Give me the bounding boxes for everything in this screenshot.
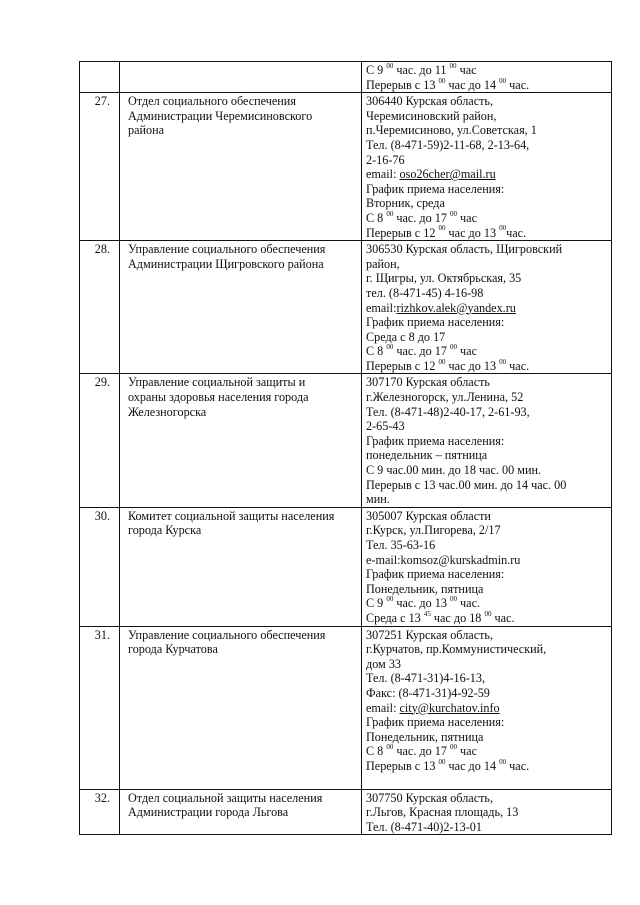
superscript-minutes: 00 [386,61,394,70]
superscript-minutes: 00 [499,76,507,85]
info-text: Перерыв с 13 час.00 мин. до 14 час. 00 [366,477,567,492]
institution-name [120,374,362,507]
contact-info [362,93,612,241]
info-text: дом 33 [366,656,402,671]
info-line [366,463,608,478]
info-text: Перерыв с 12 [366,358,439,373]
name-line: города Курска [128,523,202,538]
superscript-minutes: 00 [450,595,457,604]
info-text: час до 18 [430,610,485,625]
name-line: Железногорска [128,404,207,419]
superscript-minutes: 00 [499,757,507,766]
info-text: Факс: (8-471-31)4-92-59 [366,685,490,700]
info-text: г.Курск, ул.Пигорева, 2/17 [366,523,501,538]
institution-name [120,626,362,789]
info-line [366,553,608,568]
info-line [366,226,608,241]
info-text: район, [366,256,400,271]
info-text: Перерыв с 13 [366,77,439,92]
superscript-minutes: 45 [423,609,431,618]
name-line: Администрации Черемисиновского [128,108,313,123]
info-line [366,701,608,716]
info-line [366,596,608,611]
email-link: rizhkov.alek@yandex.ru [396,300,516,315]
info-text: С 8 [366,344,387,359]
info-line [366,509,608,524]
info-text: п.Черемисиново, ул.Советская, 1 [366,123,537,138]
contact-info [362,374,612,507]
table-row [80,626,612,789]
name-line: Комитет социальной защиты населения [128,508,335,523]
info-line [366,805,608,820]
institutions-table [79,61,612,835]
email-link: city@kurchatov.info [399,700,500,715]
info-line [366,478,608,493]
info-text: час [456,63,477,77]
info-line [366,628,608,643]
table-row [80,507,612,626]
superscript-minutes: 00 [386,209,394,218]
row-number: 27. [80,93,120,241]
row-number: 30. [80,507,120,626]
info-text: 307251 Курская область, [366,627,494,642]
superscript-minutes: 00 [450,209,457,218]
info-text: час. [457,596,481,611]
info-text: Вторник, среда [366,196,445,211]
info-text: Тел. (8-471-40)2-13-01 [366,819,482,834]
info-text: час до 14 [445,77,500,92]
info-text: час до 13 [445,358,500,373]
info-text: час. [506,77,530,92]
row-number: 31. [80,626,120,789]
superscript-minutes: 00 [499,357,507,366]
contact-info [362,626,612,789]
info-text: г.Льгов, Красная площадь, 13 [366,805,519,820]
info-text: 305007 Курская области [366,508,491,523]
contact-info [362,62,612,93]
info-text: 306440 Курская область, [366,94,494,109]
info-text: С 9 час.00 мин. до 18 час. 00 мин. [366,463,542,478]
info-line [366,611,608,626]
info-text: Перерыв с 13 [366,758,439,773]
superscript-minutes: 00 [438,357,446,366]
table-row [80,374,612,507]
info-text: Тел. 35-63-16 [366,538,436,552]
info-line [366,301,608,316]
info-line [366,63,608,78]
info-line [366,315,608,330]
info-text: час. до 13 [393,596,450,611]
info-line [366,257,608,272]
superscript-minutes: 00 [484,609,492,618]
info-text: email: [366,300,397,315]
info-text: мин. [366,492,390,507]
superscript-minutes: 00 [386,743,394,752]
info-text: Черемисиновский район, [366,108,497,123]
superscript-minutes: 00 [450,743,457,752]
info-text: Понедельник, пятница [366,729,484,744]
info-text: час [457,744,477,759]
info-line [366,686,608,701]
info-text: График приема населения: [366,315,505,330]
info-text: Перерыв с 12 [366,225,439,240]
name-line: Отдел социального обеспечения [128,94,296,109]
info-text: Среда с 8 до 17 [366,329,446,344]
name-line: Отдел социальной защиты населения [128,790,323,805]
superscript-minutes: 00 [438,224,446,233]
info-text: час. [506,358,530,373]
info-line [366,582,608,597]
info-text: С 8 [366,744,387,759]
info-line [366,759,608,774]
info-line [366,330,608,345]
info-line [366,167,608,182]
info-line [366,153,608,168]
info-text: г.Железногорск, ул.Ленина, 52 [366,390,524,405]
superscript-minutes: 00 [499,224,507,233]
info-line [366,286,608,301]
info-line [366,138,608,153]
info-text: Тел. (8-471-31)4-16-13, [366,671,485,686]
row-number: 32. [80,789,120,835]
superscript-minutes: 00 [438,76,446,85]
info-text: 307170 Курская область [366,375,490,390]
info-text: График приема населения: [366,433,505,448]
institution-name [120,241,362,374]
institution-name [120,93,362,241]
info-line [366,671,608,686]
info-line [366,94,608,109]
info-text: email: [366,700,400,715]
table-row [80,789,612,835]
info-line [366,390,608,405]
info-text: График приема населения: [366,567,505,582]
superscript-minutes: 00 [386,343,394,352]
info-line [366,405,608,420]
info-line [366,271,608,286]
info-line [366,434,608,449]
info-text: час до 14 [445,758,500,773]
info-line [366,642,608,657]
superscript-minutes: 00 [449,61,457,70]
info-text: Понедельник, пятница [366,581,484,596]
email-link: oso26cher@mail.ru [399,167,496,182]
info-text: понедельник – пятница [366,448,488,463]
info-text: С 9 [366,63,387,77]
info-line [366,567,608,582]
superscript-minutes: 00 [386,595,394,604]
info-text: График приема населения: [366,181,505,196]
info-text: 306530 Курская область, Щигровский [366,242,563,257]
contact-info [362,789,612,835]
info-line [366,359,608,374]
name-line: города Курчатова [128,642,218,657]
institution-name [120,789,362,835]
info-text: тел. (8-471-45) 4-16-98 [366,285,484,300]
contact-info [362,241,612,374]
info-line [366,791,608,806]
table-row [80,93,612,241]
info-line [366,242,608,257]
table-body [80,62,612,835]
info-text: Тел. (8-471-48)2-40-17, 2-61-93, [366,404,530,419]
info-text: С 9 [366,596,387,611]
name-line: Управление социальной защиты и [128,375,306,390]
info-line [366,492,608,507]
info-text: г.Курчатов, пр.Коммунистический, [366,642,547,657]
info-text: час. [506,225,527,240]
info-line [366,774,608,789]
info-line [366,375,608,390]
info-line [366,182,608,197]
info-line [366,344,608,359]
name-line: Администрации Щигровского района [128,256,324,271]
info-line [366,744,608,759]
name-line: Администрации города Льгова [128,805,289,820]
info-text: час. до 11 [393,63,450,77]
info-text: 2-65-43 [366,419,405,434]
info-text: С 8 [366,210,387,225]
row-number [80,62,120,93]
info-text: Тел. (8-471-59)2-11-68, 2-13-64, [366,137,530,152]
contact-info [362,507,612,626]
info-text: час. [491,610,515,625]
info-line [366,730,608,745]
info-line [366,657,608,672]
info-text: час. [506,758,530,773]
info-text: час до 13 [445,225,500,240]
info-text: Среда с 13 [366,610,424,625]
info-text: час [457,344,477,359]
name-line: Управление социального обеспечения [128,627,326,642]
superscript-minutes: 00 [450,343,457,352]
institution-name [120,62,362,93]
info-text: г. Щигры, ул. Октябрьская, 35 [366,271,522,286]
info-text: График приема населения: [366,715,505,730]
row-number: 29. [80,374,120,507]
info-line [366,196,608,211]
info-line [366,123,608,138]
table-row [80,62,612,93]
row-number: 28. [80,241,120,374]
info-line [366,78,608,93]
info-text: час. до 17 [393,344,450,359]
info-line [366,538,608,553]
info-text: час. до 17 [393,210,450,225]
info-line [366,109,608,124]
info-line [366,419,608,434]
info-text: час [457,210,477,225]
info-line [366,820,608,835]
info-text: час. до 17 [393,744,450,759]
info-text: email: [366,167,400,182]
info-text: 307750 Курская область, [366,790,494,805]
name-line: охраны здоровья населения города [128,390,309,405]
info-line [366,523,608,538]
table-row [80,241,612,374]
info-line [366,715,608,730]
info-text: e-mail:komsoz@kurskadmin.ru [366,552,521,567]
info-text: 2-16-76 [366,152,405,167]
institution-name [120,507,362,626]
superscript-minutes: 00 [438,757,446,766]
name-line: Управление социального обеспечения [128,242,326,257]
name-line: района [128,123,165,138]
info-line [366,211,608,226]
info-line [366,448,608,463]
